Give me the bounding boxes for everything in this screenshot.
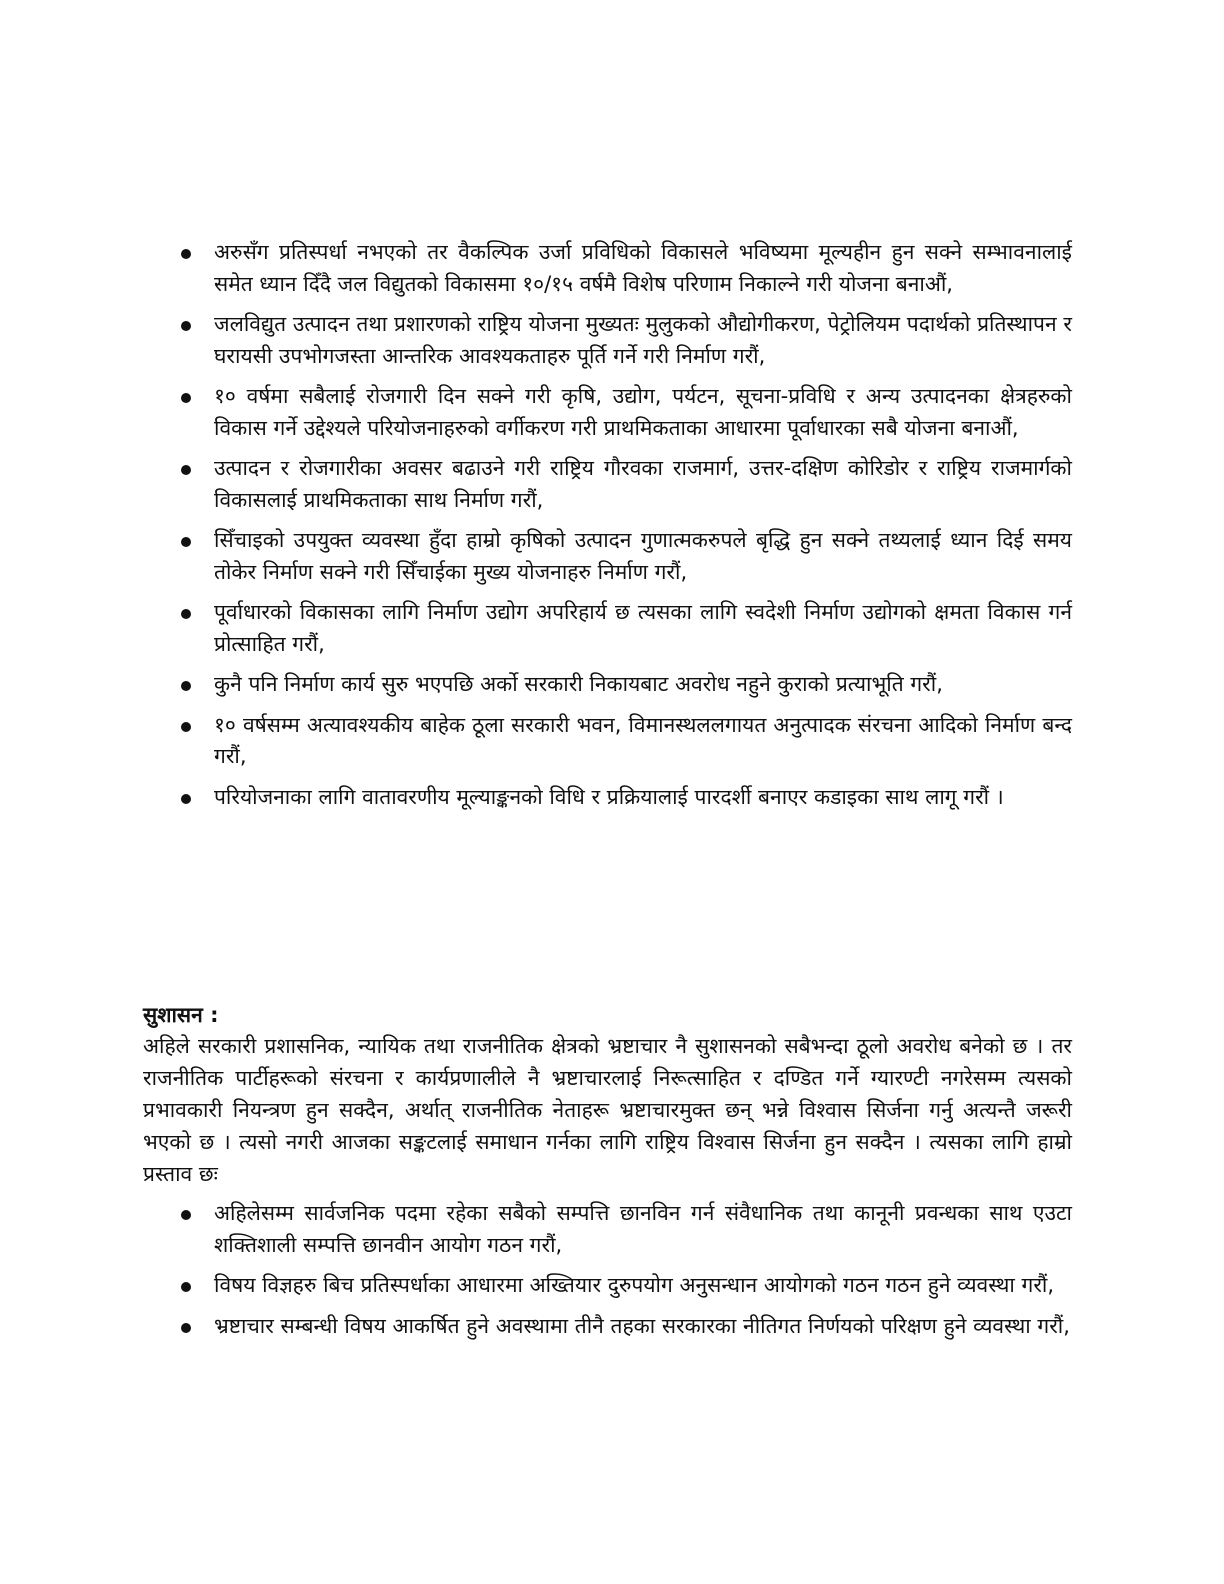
bullet-icon (181, 794, 191, 804)
list-item-text: सिँचाइको उपयुक्त व्यवस्था हुँदा हाम्रो कृषिको उत्पादन गुणात्मकरुपले बृद्धि हुन सक्ने तथ्यलाई ध्यान दिई समय तोकेर निर्माण सक्ने गरी सिँचाईका मुख्य योजनाहरु निर्माण गरौं, (214, 528, 1072, 584)
list-item (172, 597, 1072, 660)
bullet-icon (181, 465, 191, 475)
list-item-text: भ्रष्टाचार सम्बन्धी विषय आकर्षित हुने अवस्थामा तीनै तहका सरकारका नीतिगत निर्णयको परिक्षण हुने व्यवस्था गरौं, (214, 1313, 1070, 1338)
bullet-icon (181, 393, 191, 403)
list-item-text: अरुसँग प्रतिस्पर्धा नभएको तर वैकल्पिक उर्जा प्रविधिको विकासले भविष्यमा मूल्यहीन हुन सक्ने सम्भावनालाई समेत ध्यान दिँदै जल विद्युतको विकासमा १०/१५ वर्षमै विशेष परिणाम निकाल्ने गरी योजना बनाऔं, (214, 240, 1072, 296)
list-item-text: पूर्वाधारको विकासका लागि निर्माण उद्योग अपरिहार्य छ त्यसका लागि स्वदेशी निर्माण उद्योगको क्षमता विकास गर्न प्रोत्साहित गरौं, (214, 600, 1072, 656)
list-item-text: जलविद्युत उत्पादन तथा प्रशारणको राष्ट्रिय योजना मुख्यतः मुलुकको औद्योगीकरण, पेट्रोलियम पदार्थको प्रतिस्थापन र घरायसी उपभोगजस्ता आन्तरिक आवश्यकताहरु पूर्ति गर्ने गरी निर्माण गरौं, (214, 312, 1072, 368)
list-item (172, 710, 1072, 773)
bullet-icon (181, 537, 191, 547)
list-item (172, 237, 1072, 300)
governance-paragraph: अहिले सरकारी प्रशासनिक, न्यायिक तथा राजनीतिक क्षेत्रको भ्रष्टाचार नै सुशासनको सबैभन्दा ठूलो अवरोध बनेको छ । तर राजनीतिक पार्टीहरूको संरचना र कार्यप्रणालीले नै भ्रष्टाचारलाई निरूत्साहित र दण्डित गर्ने ग्यारण्टी नगरेसम्म त्यसको प्रभावकारी नियन्त्रण हुन सक्दैन, अर्थात् राजनीतिक नेताहरू भ्रष्टाचारमुक्त छन् भन्ने विश्वास सिर्जना गर्नु अत्यन्तै जरूरी भएको छ । त्यसो नगरी आजका सङ्कटलाई समाधान गर्नका लागि राष्ट्रिय विश्वास सिर्जना हुन सक्दैन । त्यसका लागि हाम्रो प्रस्ताव छः (143, 1034, 1072, 1186)
list-item-text: परियोजनाका लागि वातावरणीय मूल्याङ्कनको विधि र प्रक्रियालाई पारदर्शी बनाएर कडाइका साथ लागू गरौं । (214, 784, 1004, 809)
list-item (172, 525, 1072, 588)
bullet-icon (181, 1210, 191, 1220)
section-heading-good-governance: सुशासन : (143, 1003, 219, 1027)
list-item (172, 453, 1072, 516)
bullet-list-governance (172, 1198, 1072, 1351)
list-item (172, 669, 1072, 701)
list-item-text: १० वर्षमा सबैलाई रोजगारी दिन सक्ने गरी कृषि, उद्योग, पर्यटन, सूचना-प्रविधि र अन्य उत्पादनका क्षेत्रहरुको विकास गर्ने उद्देश्यले परियोजनाहरुको वर्गीकरण गरी प्राथमिकताका आधारमा पूर्वाधारका सबै योजना बनाऔं, (214, 384, 1072, 440)
list-item-text: कुनै पनि निर्माण कार्य सुरु भएपछि अर्को सरकारी निकायबाट अवरोध नहुने कुराको प्रत्याभूति गरौं, (214, 672, 943, 696)
bullet-list-infrastructure (172, 237, 1072, 822)
list-item (172, 1311, 1072, 1343)
list-item-text: उत्पादन र रोजगारीका अवसर बढाउने गरी राष्ट्रिय गौरवका राजमार्ग, उत्तर-दक्षिण कोरिडोर र राष्ट्रिय राजमार्गको विकासलाई प्राथमिकताका साथ निर्माण गरौं, (214, 456, 1072, 512)
bullet-icon (181, 321, 191, 331)
bullet-icon (181, 1323, 191, 1333)
list-item (172, 381, 1072, 444)
list-item-text: विषय विज्ञहरु बिच प्रतिस्पर्धाका आधारमा अख्तियार दुरुपयोग अनुसन्धान आयोगको गठन गठन हुने व्यवस्था गरौं, (214, 1273, 1055, 1297)
bullet-icon (181, 609, 191, 619)
bullet-icon (181, 249, 191, 259)
list-item (172, 309, 1072, 372)
list-item (172, 1198, 1072, 1261)
bullet-icon (181, 1282, 191, 1292)
list-item (172, 782, 1072, 814)
list-item-text: अहिलेसम्म सार्वजनिक पदमा रहेका सबैको सम्पत्ति छानविन गर्न संवैधानिक तथा कानूनी प्रवन्धका साथ एउटा शक्तिशाली सम्पत्ति छानवीन आयोग गठन गरौं, (214, 1201, 1072, 1257)
list-item-text: १० वर्षसम्म अत्यावश्यकीय बाहेक ठूला सरकारी भवन, विमानस्थललगायत अनुत्पादक संरचना आदिको निर्माण बन्द गरौं, (214, 712, 1072, 768)
bullet-icon (181, 681, 191, 691)
list-item (172, 1270, 1072, 1302)
bullet-icon (181, 722, 191, 732)
